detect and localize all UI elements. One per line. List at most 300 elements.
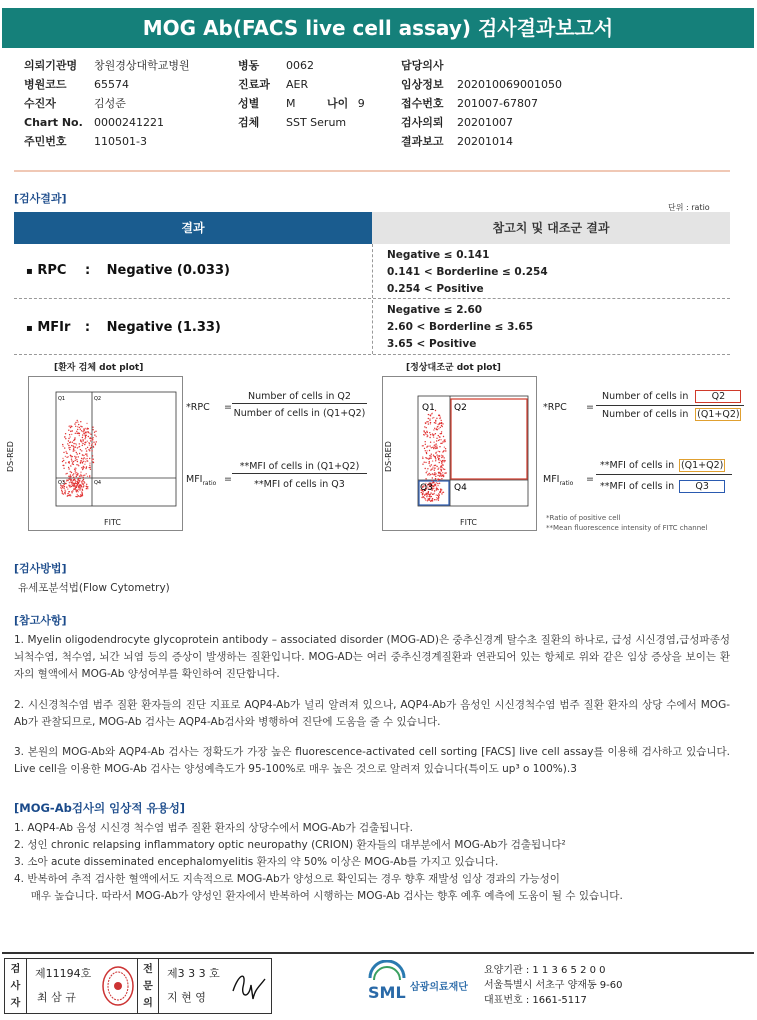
scatter-dot: [432, 499, 433, 500]
scatter-dot: [435, 420, 436, 421]
scatter-dot: [63, 493, 64, 494]
scatter-dot: [422, 464, 423, 465]
info-value: SST Serum: [286, 116, 347, 129]
scatter-dot: [66, 480, 67, 481]
scatter-dot: [82, 490, 83, 491]
reference-header: 참고치 및 대조군 결과: [372, 212, 730, 244]
scatter-dot: [82, 445, 83, 446]
scatter-dot: [75, 485, 76, 486]
scatter-dot: [83, 468, 84, 469]
scatter-dot: [434, 422, 435, 423]
control-rpc-denominator: [596, 408, 744, 421]
scatter-dot: [78, 486, 79, 487]
rpc-ref-line: 0.141 < Borderline ≤ 0.254: [387, 266, 548, 278]
scatter-dot: [426, 453, 427, 454]
scatter-dot: [83, 428, 84, 429]
scatter-dot: [440, 490, 441, 491]
scatter-dot: [74, 423, 75, 424]
scatter-dot: [441, 463, 442, 464]
scatter-dot: [425, 432, 426, 433]
utility-item: 매우 높습니다. 따라서 MOG-Ab가 양성인 환자에서 반복하여 시행하는 MOG-Ab 검사는 향후 예후 예측에 도움이 될 수 있습니다.: [14, 890, 623, 902]
scatter-dot: [445, 448, 446, 449]
scatter-dot: [428, 458, 429, 459]
mfir-ref-line: Negative ≤ 2.60: [387, 304, 483, 316]
scatter-dot: [431, 454, 432, 455]
scatter-dot: [438, 451, 439, 452]
scatter-dot: [84, 474, 85, 475]
scatter-dot: [92, 429, 93, 430]
scatter-dot: [95, 443, 96, 444]
scatter-dot: [440, 417, 441, 418]
scatter-dot: [93, 446, 94, 447]
scatter-dot: [89, 450, 90, 451]
info-label: 검체: [238, 116, 260, 129]
utility-list: [14, 820, 744, 905]
scatter-dot: [434, 428, 435, 429]
scatter-dot: [433, 429, 434, 430]
scatter-dot: [433, 448, 434, 449]
scatter-dot: [436, 438, 437, 439]
scatter-dot: [77, 429, 78, 430]
scatter-dot: [77, 447, 78, 448]
scatter-dot: [433, 437, 434, 438]
company-name: 삼광의료재단: [410, 982, 468, 993]
scatter-dot: [440, 433, 441, 434]
scatter-dot: [436, 466, 437, 467]
scatter-dot: [442, 464, 443, 465]
info-value: 202010069001050: [457, 78, 562, 91]
scatter-dot: [430, 458, 431, 459]
scatter-dot: [83, 481, 84, 482]
scatter-dot: [69, 442, 70, 443]
quadrant-label: Q3: [420, 483, 433, 493]
scatter-dot: [442, 492, 443, 493]
signature-icon: [229, 967, 269, 1007]
scatter-dot: [435, 433, 436, 434]
scatter-dot: [428, 493, 429, 494]
scatter-dot: [87, 486, 88, 487]
scatter-dot: [68, 468, 69, 469]
scatter-dot: [79, 453, 80, 454]
scatter-dot: [84, 444, 85, 445]
inspector-name: 최 삼 규: [37, 991, 76, 1004]
info-row: [238, 56, 346, 75]
scatter-dot: [65, 433, 66, 434]
scatter-dot: [75, 469, 76, 470]
scatter-dot: [426, 458, 427, 459]
quadrant-label: Q4: [454, 483, 467, 493]
scatter-dot: [69, 434, 70, 435]
scatter-dot: [429, 420, 430, 421]
scatter-dot: [84, 482, 85, 483]
scatter-dot: [438, 493, 439, 494]
scatter-dot: [429, 418, 430, 419]
scatter-dot: [82, 443, 83, 444]
info-label: 수진자: [24, 97, 56, 110]
scatter-dot: [71, 479, 72, 480]
scatter-dot: [430, 494, 431, 495]
note-paragraph: 1. Myelin oligodendrocyte glycoprotein antibody – associated disorder (MOG-AD)은 중추신경계 탈수초 질환의 하나로, 급성 시신경염,급성파종성 뇌척수염, 척수염, 뇌간 뇌염 등의 증상이 발생하는 질환입니다. MOG-AD는 여러 중추신경계질환과 연관되어 있는 항체로 위와 같은 임상 증상을 보이는 환자의 혈액에서 MOG-Ab 양성여부를 확인하여 진단합니다.: [14, 634, 730, 680]
q2-box: Q2: [695, 390, 741, 403]
scatter-dot: [80, 472, 81, 473]
q1q2-box: (Q1+Q2): [697, 409, 740, 420]
info-value: 김성준: [94, 97, 126, 110]
scatter-dot: [69, 449, 70, 450]
scatter-dot: [95, 431, 96, 432]
info-value: 110501-3: [94, 135, 147, 148]
mfi-text: MFI: [186, 474, 203, 485]
scatter-dot: [89, 438, 90, 439]
scatter-dot: [67, 443, 68, 444]
scatter-dot: [442, 475, 443, 476]
scatter-dot: [422, 456, 423, 457]
scatter-dot: [68, 440, 69, 441]
label-char: 검: [10, 964, 21, 975]
scatter-dot: [436, 454, 437, 455]
scatter-dot: [437, 495, 438, 496]
age-field: [327, 94, 365, 113]
patient-plot-title: [환자 검체 dot plot]: [54, 363, 144, 373]
utility-item: 4. 반복하여 추적 검사한 혈액에서도 지속적으로 MOG-Ab가 양성으로 확인되는 경우 향후 재발성 임상 경과의 가능성이: [14, 873, 560, 885]
scatter-dot: [77, 421, 78, 422]
scatter-dot: [440, 469, 441, 470]
scatter-dot: [96, 436, 97, 437]
scatter-dot: [423, 434, 424, 435]
control-mfi-numerator: [596, 459, 732, 475]
scatter-dot: [441, 493, 442, 494]
inspector-number: 제11194호: [35, 967, 92, 980]
scatter-dot: [438, 496, 439, 497]
scatter-dot: [65, 462, 66, 463]
scatter-dot: [435, 478, 436, 479]
scatter-dot: [82, 437, 83, 438]
scatter-dot: [67, 495, 68, 496]
patient-mfi-label: [186, 474, 216, 487]
scatter-dot: [73, 445, 74, 446]
scatter-dot: [90, 440, 91, 441]
mfir-ref-line: 3.65 < Positive: [387, 338, 477, 350]
scatter-dot: [432, 468, 433, 469]
scatter-dot: [70, 476, 71, 477]
scatter-dot: [77, 473, 78, 474]
scatter-dot: [68, 476, 69, 477]
scatter-dot: [73, 450, 74, 451]
scatter-dot: [440, 427, 441, 428]
scatter-dot: [75, 443, 76, 444]
scatter-dot: [425, 462, 426, 463]
scatter-dot: [425, 441, 426, 442]
scatter-dot: [81, 467, 82, 468]
scatter-dot: [71, 492, 72, 493]
age-label: 나이: [327, 97, 349, 110]
patient-rpc-denominator: Number of cells in (Q1+Q2): [233, 408, 366, 419]
scatter-dot: [94, 432, 95, 433]
scatter-dot: [72, 481, 73, 482]
scatter-dot: [62, 444, 63, 445]
scatter-dot: [426, 472, 427, 473]
scatter-dot: [438, 472, 439, 473]
scatter-dot: [439, 460, 440, 461]
info-label: 성별: [238, 97, 260, 110]
scatter-dot: [435, 476, 436, 477]
scatter-dot: [82, 462, 83, 463]
scatter-dot: [73, 479, 74, 480]
scatter-dot: [76, 456, 77, 457]
scatter-dot: [430, 442, 431, 443]
scatter-dot: [89, 432, 90, 433]
quadrant-label: Q1: [422, 403, 435, 413]
scatter-dot: [432, 473, 433, 474]
scatter-dot: [81, 458, 82, 459]
scatter-dot: [441, 431, 442, 432]
scatter-dot: [436, 488, 437, 489]
seal-stamp-icon: [101, 965, 135, 1007]
scatter-dot: [434, 470, 435, 471]
scatter-dot: [73, 477, 74, 478]
equals-sign: =: [586, 474, 594, 485]
scatter-dot: [425, 450, 426, 451]
scatter-dot: [431, 480, 432, 481]
scatter-dot: [442, 456, 443, 457]
scatter-dot: [436, 418, 437, 419]
scatter-dot: [443, 460, 444, 461]
scatter-dot: [77, 461, 78, 462]
scatter-dot: [71, 445, 72, 446]
label-char: 의: [143, 998, 153, 1009]
specialist-number: 제3 3 3 호: [167, 967, 220, 980]
method-section-title: [검사방법]: [14, 562, 67, 575]
scatter-dot: [75, 496, 76, 497]
scatter-dot: [78, 478, 79, 479]
scatter-dot: [430, 434, 431, 435]
scatter-dot: [434, 444, 435, 445]
scatter-dot: [80, 485, 81, 486]
rpc-result: Negative (0.033): [106, 263, 230, 278]
signature-box: [4, 958, 272, 1014]
scatter-dot: [426, 421, 427, 422]
scatter-dot: [75, 422, 76, 423]
scatter-dot: [439, 475, 440, 476]
mfir-colon: :: [84, 320, 91, 335]
quadrant-label: Q2: [94, 396, 102, 402]
info-label: Chart No.: [24, 116, 83, 129]
scatter-dot: [80, 460, 81, 461]
scatter-dot: [76, 459, 77, 460]
mfi-sub: ratio: [559, 479, 574, 487]
scatter-dot: [71, 491, 72, 492]
info-label: 병원코드: [24, 78, 67, 91]
rpc-name: RPC: [37, 263, 67, 278]
scatter-dot: [427, 446, 428, 447]
patient-mfi-denominator: **MFI of cells in Q3: [254, 479, 345, 490]
notes-section-title: [참고사항]: [14, 614, 67, 627]
scatter-dot: [439, 462, 440, 463]
scatter-dot: [78, 464, 79, 465]
scatter-dot: [77, 474, 78, 475]
scatter-dot: [433, 417, 434, 418]
scatter-dot: [424, 462, 425, 463]
note-paragraph: 3. 본원의 MOG-Ab와 AQP4-Ab 검사는 정확도가 가장 높은 fluorescence-activated cell sorting [FACS] live cell assay를 이용해 검사하고 있습니다. Live cell을 이용한 MOG-Ab 검사는 양성예측도가 95-100%로 매우 높은 것으로 알려져 있습니다(특이도 up³ o 100%).3: [14, 746, 730, 775]
scatter-dot: [439, 495, 440, 496]
scatter-dot: [87, 460, 88, 461]
scatter-dot: [431, 447, 432, 448]
scatter-dot: [434, 472, 435, 473]
scatter-dot: [435, 458, 436, 459]
scatter-dot: [70, 466, 71, 467]
scatter-dot: [85, 431, 86, 432]
scatter-dot: [435, 422, 436, 423]
mfir-row-label: [26, 320, 221, 335]
scatter-dot: [90, 434, 91, 435]
info-label: 담당의사: [401, 59, 444, 72]
control-mfi-label: [543, 474, 573, 487]
scatter-dot: [73, 443, 74, 444]
scatter-dot: [428, 423, 429, 424]
numerator-text: **MFI of cells in: [600, 460, 675, 471]
logo-text: SML: [368, 983, 406, 1002]
scatter-dot: [430, 415, 431, 416]
scatter-dot: [61, 490, 62, 491]
scatter-dot: [427, 474, 428, 475]
info-value: 20201014: [457, 135, 513, 148]
label-char: 사: [10, 981, 21, 992]
scatter-dot: [80, 496, 81, 497]
scatter-dot: [77, 484, 78, 485]
scatter-dot: [429, 455, 430, 456]
info-row: [401, 75, 562, 94]
scatter-dot: [86, 484, 87, 485]
scatter-dot: [433, 455, 434, 456]
scatter-dot: [77, 420, 78, 421]
scatter-dot: [83, 461, 84, 462]
scatter-dot: [422, 458, 423, 459]
scatter-dot: [78, 446, 79, 447]
scatter-dot: [72, 462, 73, 463]
rpc-ref-line: Negative ≤ 0.141: [387, 249, 490, 261]
scatter-dot: [427, 468, 428, 469]
scatter-dot: [430, 469, 431, 470]
scatter-dot: [72, 490, 73, 491]
mfir-result: Negative (1.33): [106, 320, 221, 335]
scatter-dot: [436, 494, 437, 495]
scatter-dot: [66, 473, 67, 474]
scatter-dot: [442, 460, 443, 461]
scatter-dot: [429, 496, 430, 497]
scatter-dot: [441, 478, 442, 479]
scatter-dot: [430, 466, 431, 467]
scatter-dot: [434, 499, 435, 500]
scatter-dot: [426, 471, 427, 472]
patient-mfi-numerator: **MFI of cells in (Q1+Q2): [232, 461, 367, 474]
method-text: 유세포분석법(Flow Cytometry): [18, 582, 170, 594]
scatter-dot: [425, 444, 426, 445]
scatter-dot: [89, 465, 90, 466]
scatter-dot: [429, 445, 430, 446]
note-paragraph: 2. 시신경척수염 범주 질환 환자들의 진단 지표로 AQP4-Ab가 널리 알려져 있으나, AQP4-Ab가 음성인 시신경척수염 범주 질환 환자의 상당 수에서 MOG-Ab가 관찰되므로, MOG-Ab 검사는 AQP4-Ab검사와 병행하여 진단에 도움을 줄 수 있습니다.: [14, 699, 730, 728]
scatter-dot: [65, 456, 66, 457]
scatter-dot: [436, 440, 437, 441]
scatter-dot: [441, 467, 442, 468]
scatter-dot: [440, 489, 441, 490]
equals-sign: =: [586, 402, 594, 413]
scatter-dot: [76, 444, 77, 445]
scatter-dot: [436, 443, 437, 444]
scatter-dot: [443, 436, 444, 437]
scatter-dot: [87, 476, 88, 477]
scatter-dot: [435, 499, 436, 500]
scatter-dot: [432, 494, 433, 495]
scatter-dot: [82, 480, 83, 481]
scatter-dot: [434, 493, 435, 494]
scatter-dot: [83, 458, 84, 459]
scatter-dot: [83, 477, 84, 478]
scatter-dot: [439, 483, 440, 484]
scatter-dot: [66, 453, 67, 454]
control-y-axis-label: DS-RED: [384, 441, 393, 472]
scatter-dot: [425, 500, 426, 501]
scatter-dot: [440, 439, 441, 440]
scatter-dot: [77, 494, 78, 495]
scatter-dot: [68, 456, 69, 457]
scatter-dot: [87, 441, 88, 442]
info-value: 0062: [286, 59, 314, 72]
scatter-dot: [76, 452, 77, 453]
denominator-text: **MFI of cells in: [600, 481, 675, 492]
scatter-dot: [73, 483, 74, 484]
scatter-dot: [444, 457, 445, 458]
info-row: [24, 94, 190, 113]
scatter-dot: [92, 427, 93, 428]
scatter-dot: [72, 430, 73, 431]
scatter-dot: [429, 499, 430, 500]
scatter-dot: [93, 442, 94, 443]
scatter-dot: [77, 426, 78, 427]
scatter-dot: [431, 464, 432, 465]
scatter-dot: [435, 452, 436, 453]
scatter-dot: [91, 460, 92, 461]
scatter-dot: [425, 468, 426, 469]
quadrant-label: Q3: [58, 480, 66, 486]
scatter-dot: [430, 423, 431, 424]
utility-item: 3. 소아 acute disseminated encephalomyelitis 환자의 약 50% 이상은 MOG-Ab를 가지고 있습니다.: [14, 856, 499, 868]
q3-box: Q3: [679, 480, 725, 493]
scatter-dot: [86, 450, 87, 451]
scatter-dot: [64, 447, 65, 448]
scatter-dot: [433, 442, 434, 443]
scatter-dot: [83, 431, 84, 432]
scatter-dot: [435, 460, 436, 461]
info-row: [24, 75, 190, 94]
scatter-dot: [434, 490, 435, 491]
scatter-dot: [89, 458, 90, 459]
control-dot-plot: [382, 376, 537, 531]
label-char: 자: [10, 998, 21, 1009]
scatter-dot: [444, 469, 445, 470]
scatter-dot: [77, 482, 78, 483]
scatter-dot: [71, 486, 72, 487]
control-rpc-label: *RPC: [543, 402, 567, 413]
scatter-dot: [91, 450, 92, 451]
scatter-dot: [441, 423, 442, 424]
info-value: 201007-67807: [457, 97, 538, 110]
scatter-dot: [73, 485, 74, 486]
patient-rpc-numerator: Number of cells in Q2: [232, 391, 367, 404]
scatter-dot: [69, 487, 70, 488]
scatter-dot: [432, 498, 433, 499]
scatter-dot: [85, 437, 86, 438]
scatter-dot: [429, 437, 430, 438]
scatter-dot: [432, 447, 433, 448]
